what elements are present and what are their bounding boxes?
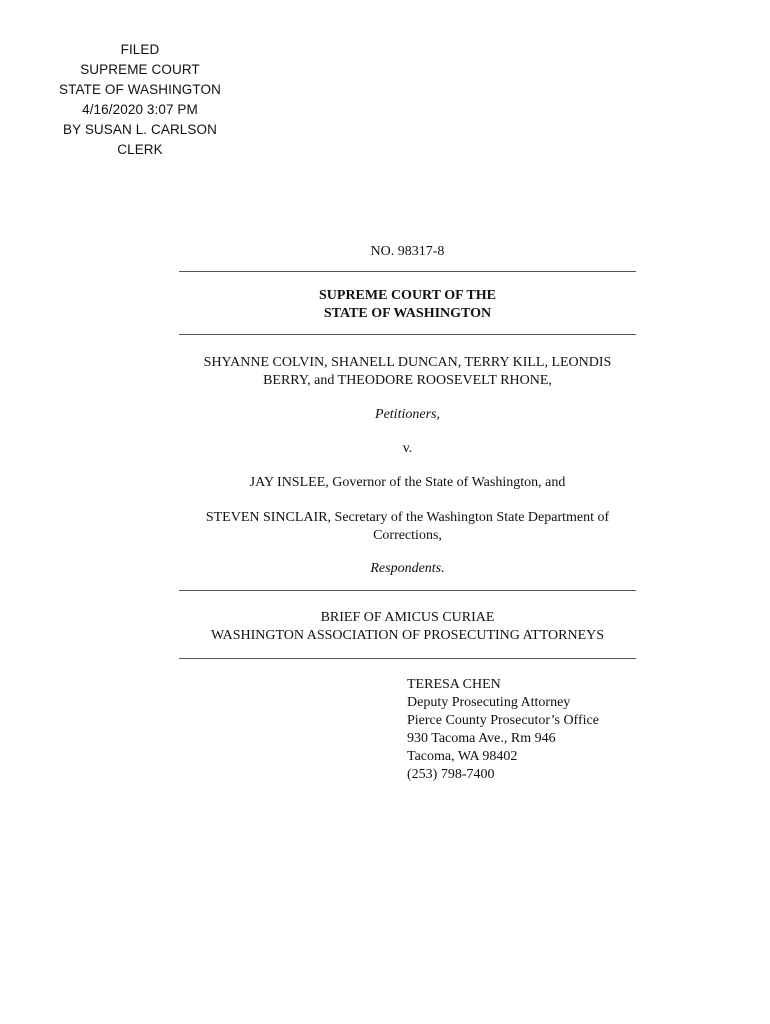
court-name-line: SUPREME COURT OF THE — [319, 288, 496, 303]
brief-title-line: WASHINGTON ASSOCIATION OF PROSECUTING ATTORNEYS — [210, 628, 605, 643]
attorney-city: Tacoma, WA 98402 — [407, 749, 518, 764]
court-name-line: STATE OF WASHINGTON — [323, 306, 492, 321]
filing-stamp-line: BY SUSAN L. CARLSON — [63, 122, 217, 137]
divider — [179, 590, 636, 591]
filing-stamp — [40, 40, 240, 160]
respondent-governor: JAY INSLEE, Governor of the State of Washington, and — [249, 475, 566, 490]
attorney-office: Pierce County Prosecutor’s Office — [407, 713, 599, 728]
filing-stamp-line: SUPREME COURT — [80, 62, 200, 77]
filing-stamp-line: 4/16/2020 3:07 PM — [82, 102, 198, 117]
petitioners-line: BERRY, and THEODORE ROOSEVELT RHONE, — [263, 373, 552, 388]
court-name — [179, 287, 636, 323]
petitioners-role: Petitioners, — [375, 407, 440, 422]
respondent-secretary-line: STEVEN SINCLAIR, Secretary of the Washington State Department of — [205, 510, 610, 525]
divider — [179, 334, 636, 335]
filing-stamp-line: CLERK — [117, 142, 163, 157]
respondent-secretary-line: Corrections, — [373, 528, 442, 543]
attorney-name: TERESA CHEN — [407, 677, 501, 692]
divider — [179, 271, 636, 272]
attorney-street: 930 Tacoma Ave., Rm 946 — [407, 731, 556, 746]
petitioners-line: SHYANNE COLVIN, SHANELL DUNCAN, TERRY KILL, LEONDIS — [203, 355, 612, 370]
attorney-title: Deputy Prosecuting Attorney — [407, 695, 571, 710]
case-number: NO. 98317-8 — [370, 244, 445, 259]
divider — [179, 658, 636, 659]
filing-stamp-line: STATE OF WASHINGTON — [59, 82, 221, 97]
attorney-contact-block — [407, 676, 599, 784]
respondents-role: Respondents. — [370, 561, 445, 576]
filing-stamp-line: FILED — [120, 42, 160, 57]
respondent-secretary — [179, 509, 636, 545]
versus: v. — [402, 441, 413, 456]
attorney-phone: (253) 798-7400 — [407, 767, 495, 782]
brief-title-line: BRIEF OF AMICUS CURIAE — [320, 610, 495, 625]
petitioners-names — [179, 354, 636, 390]
brief-title — [179, 609, 636, 645]
